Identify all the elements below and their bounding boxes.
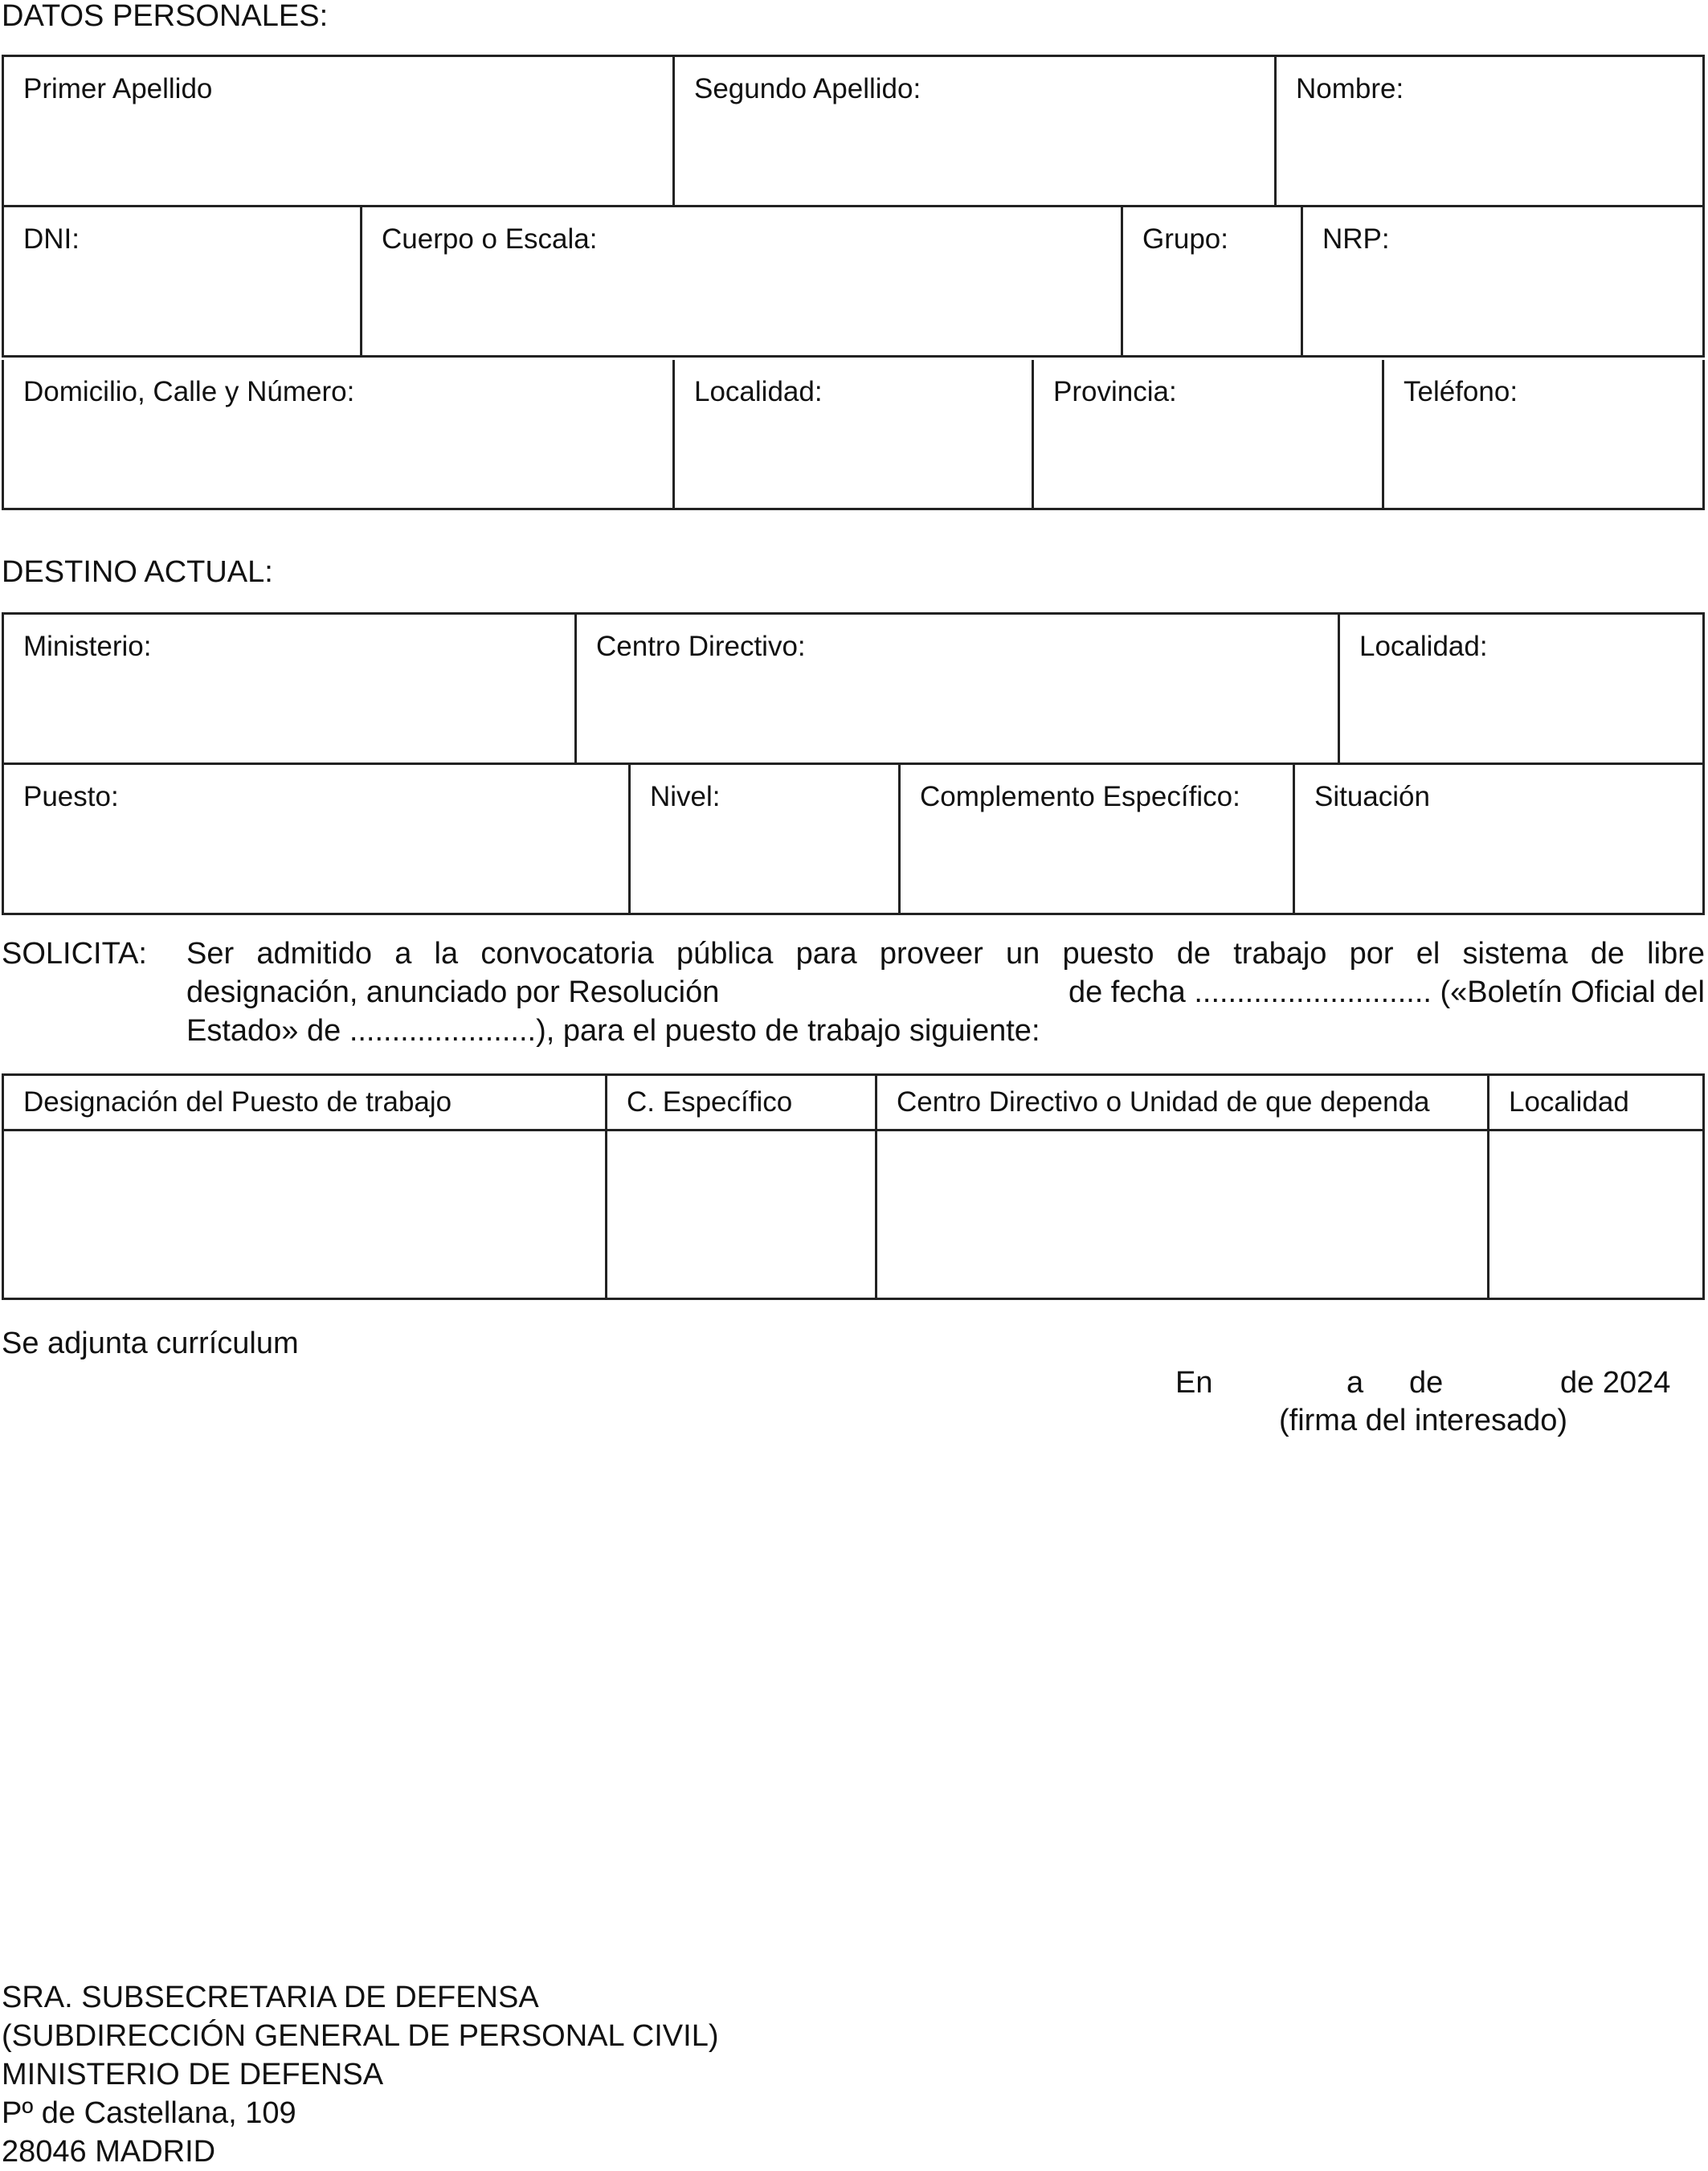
table-header-row	[3, 1075, 1704, 1130]
localidad-destino-field[interactable]	[1340, 615, 1702, 763]
nivel-label: Nivel:	[650, 781, 721, 812]
localidad-cell[interactable]	[1489, 1130, 1704, 1299]
datos-personales-row-3	[2, 360, 1705, 510]
designacion-puesto-cell[interactable]	[3, 1130, 607, 1299]
complemento-especifico-field[interactable]	[901, 765, 1295, 913]
provincia-field[interactable]	[1034, 360, 1384, 508]
nrp-label: NRP:	[1322, 223, 1390, 255]
ministerio-label: Ministerio:	[23, 631, 152, 662]
nivel-field[interactable]	[631, 765, 901, 913]
solicita-line-2-start: designación, anunciado por Resolución	[186, 975, 720, 1009]
destinatario-line-4: Pº de Castellana, 109	[2, 2096, 296, 2130]
destinatario-line-1: SRA. SUBSECRETARIA DE DEFENSA	[2, 1981, 539, 2014]
destino-actual-heading: DESTINO ACTUAL:	[2, 555, 273, 589]
situacion-field[interactable]	[1295, 765, 1702, 913]
primer-apellido-field[interactable]	[4, 57, 675, 205]
destinatario-line-3: MINISTERIO DE DEFENSA	[2, 2058, 384, 2091]
datos-personales-heading: DATOS PERSONALES:	[2, 0, 329, 33]
localidad-personal-field[interactable]	[675, 360, 1034, 508]
puesto-solicitado-table	[2, 1073, 1705, 1300]
destino-actual-row-2	[2, 765, 1705, 915]
telefono-field[interactable]	[1384, 360, 1702, 508]
domicilio-label: Domicilio, Calle y Número:	[23, 376, 355, 407]
dni-label: DNI:	[23, 223, 80, 255]
provincia-label: Provincia:	[1053, 376, 1177, 407]
nombre-label: Nombre:	[1296, 73, 1404, 104]
lugar-de: de	[1409, 1366, 1444, 1400]
grupo-label: Grupo:	[1142, 223, 1228, 255]
datos-personales-row-1	[2, 55, 1705, 207]
destinatario-line-2: (SUBDIRECCIÓN GENERAL DE PERSONAL CIVIL)	[2, 2019, 719, 2053]
cuerpo-escala-field[interactable]	[362, 207, 1123, 355]
adjunta-curriculum: Se adjunta currículum	[2, 1327, 299, 1360]
puesto-field[interactable]	[4, 765, 631, 913]
lugar-a: a	[1346, 1366, 1364, 1400]
solicita-text	[186, 934, 1705, 1050]
table-row	[3, 1130, 1704, 1299]
primer-apellido-label: Primer Apellido	[23, 73, 213, 104]
nrp-field[interactable]	[1303, 207, 1702, 355]
puesto-label: Puesto:	[23, 781, 119, 812]
cuerpo-escala-label: Cuerpo o Escala:	[382, 223, 598, 255]
segundo-apellido-label: Segundo Apellido:	[694, 73, 921, 104]
localidad-header: Localidad	[1489, 1075, 1704, 1130]
designacion-puesto-header: Designación del Puesto de trabajo	[3, 1075, 607, 1130]
solicita-line-1: Ser admitido a la convocatoria pública para proveer un puesto de trabajo por el sistema de libre	[186, 937, 1705, 971]
destinatario-block	[2, 1978, 718, 2171]
solicita-line-2-end: de fecha ............................ («Boletín Oficial del	[1068, 975, 1705, 1009]
domicilio-field[interactable]	[4, 360, 675, 508]
localidad-destino-label: Localidad:	[1359, 631, 1488, 662]
datos-personales-row-2	[2, 207, 1705, 358]
centro-directivo-unidad-header: Centro Directivo o Unidad de que dependa	[876, 1075, 1489, 1130]
dni-field[interactable]	[4, 207, 362, 355]
c-especifico-header: C. Específico	[607, 1075, 876, 1130]
telefono-label: Teléfono:	[1404, 376, 1518, 407]
grupo-field[interactable]	[1123, 207, 1303, 355]
solicita-label: SOLICITA:	[2, 937, 147, 971]
lugar-fecha-ano: de 2024	[1560, 1366, 1671, 1400]
centro-directivo-field[interactable]	[577, 615, 1340, 763]
situacion-label: Situación	[1314, 781, 1430, 812]
solicita-line-2	[186, 973, 1705, 1012]
centro-directivo-label: Centro Directivo:	[596, 631, 806, 662]
c-especifico-cell[interactable]	[607, 1130, 876, 1299]
lugar-en: En	[1175, 1366, 1213, 1400]
firma-interesado: (firma del interesado)	[1279, 1404, 1568, 1437]
ministerio-field[interactable]	[4, 615, 577, 763]
localidad-personal-label: Localidad:	[694, 376, 823, 407]
segundo-apellido-field[interactable]	[675, 57, 1277, 205]
solicita-line-3: Estado» de ......................), para el puesto de trabajo siguiente:	[186, 1014, 1040, 1048]
centro-directivo-unidad-cell[interactable]	[876, 1130, 1489, 1299]
complemento-especifico-label: Complemento Específico:	[920, 781, 1240, 812]
destinatario-line-5: 28046 MADRID	[2, 2135, 216, 2169]
destino-actual-row-1	[2, 612, 1705, 765]
nombre-field[interactable]	[1277, 57, 1702, 205]
